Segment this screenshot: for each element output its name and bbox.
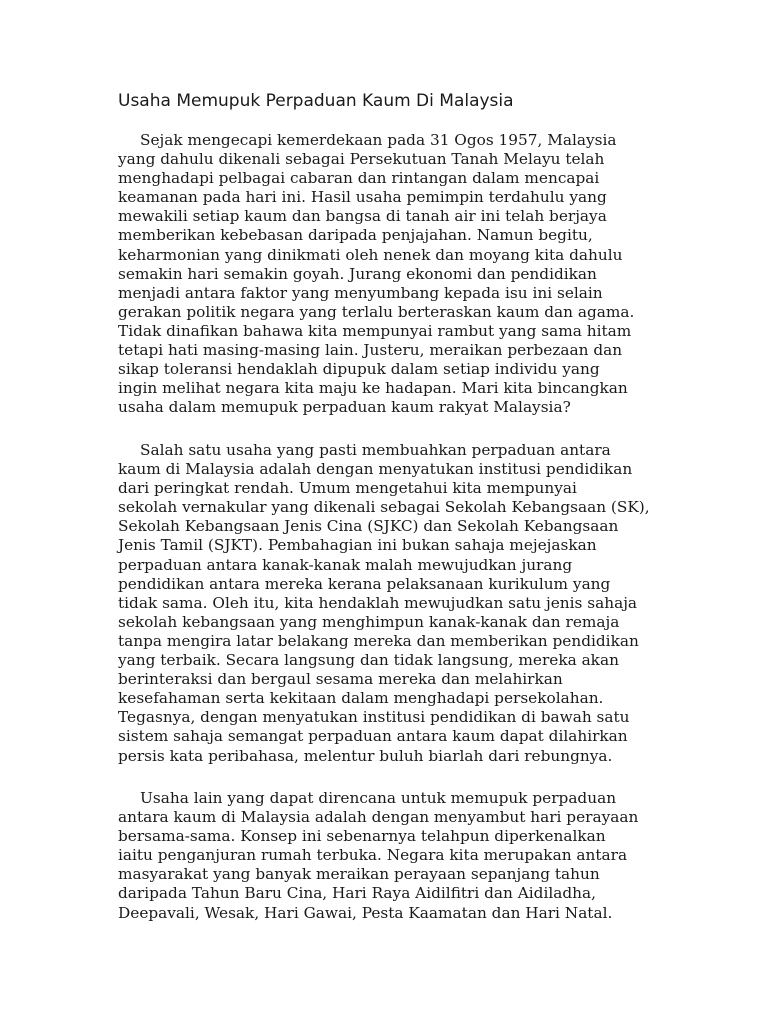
text-line: sistem sahaja semangat perpaduan antara kaum dapat dilahirkan (118, 727, 628, 746)
text-line: tidak sama. Oleh itu, kita hendaklah mewujudkan satu jenis sahaja (118, 593, 638, 612)
text-line: memberikan kebebasan daripada penjajahan. Namun begitu, (118, 226, 593, 245)
text-line: menjadi antara faktor yang menyumbang kepada isu ini selain (118, 283, 603, 302)
text-line: sikap toleransi hendaklah dipupuk dalam setiap individu yang (118, 360, 600, 379)
text-line: persis kata peribahasa, melentur buluh biarlah dari rebungnya. (118, 746, 613, 765)
text-line: berinteraksi dan bergaul sesama mereka dan melahirkan (118, 670, 563, 689)
text-line: iaitu penganjuran rumah terbuka. Negara kita merupakan antara (118, 846, 628, 865)
text-line: usaha dalam memupuk perpaduan kaum rakyat Malaysia? (118, 398, 571, 417)
paragraph-2 (118, 441, 650, 766)
text-line: Usaha lain yang dapat direncana untuk memupuk perpaduan (140, 789, 617, 807)
text-line: gerakan politik negara yang terlalu berteraskan kaum dan agama. (118, 302, 635, 321)
text-line: mewakili setiap kaum dan bangsa di tanah air ini telah berjaya (118, 207, 607, 226)
text-line: keamanan pada hari ini. Hasil usaha pemimpin terdahulu yang (118, 188, 607, 207)
text-line: Tegasnya, dengan menyatukan institusi pendidikan di bawah satu (118, 708, 630, 727)
text-line: semakin hari semakin goyah. Jurang ekonomi dan pendidikan (118, 264, 597, 283)
text-line: bersama-sama. Konsep ini sebenarnya telahpun diperkenalkan (118, 827, 606, 846)
text-line: sekolah vernakular yang dikenali sebagai Sekolah Kebangsaan (SK), (118, 498, 650, 517)
text-line: Jenis Tamil (SJKT). Pembahagian ini bukan sahaja mejejaskan (118, 536, 597, 555)
paragraph-3 (118, 789, 638, 923)
text-line: ingin melihat negara kita maju ke hadapan. Mari kita bincangkan (118, 379, 628, 398)
text-line: tetapi hati masing-masing lain. Justeru, meraikan perbezaan dan (118, 341, 623, 360)
text-line: Sejak mengecapi kemerdekaan pada 31 Ogos 1957, Malaysia (140, 131, 617, 149)
text-line: antara kaum di Malaysia adalah dengan menyambut hari perayaan (118, 808, 639, 827)
text-line: Salah satu usaha yang pasti membuahkan perpaduan antara (140, 441, 611, 459)
text-line: kesefahaman serta kekitaan dalam menghadapi persekolahan. (118, 689, 604, 708)
document-title: Usaha Memupuk Perpaduan Kaum Di Malaysia (118, 91, 514, 111)
text-line: tanpa mengira latar belakang mereka dan memberikan pendidikan (118, 631, 639, 650)
text-line: menghadapi pelbagai cabaran dan rintangan dalam mencapai (118, 169, 600, 188)
text-line: pendidikan antara mereka kerana pelaksanaan kurikulum yang (118, 574, 611, 593)
text-line: dari peringkat rendah. Umum mengetahui kita mempunyai (118, 479, 577, 498)
paragraph-1 (118, 131, 634, 417)
text-line: Tidak dinafikan bahawa kita mempunyai rambut yang sama hitam (118, 321, 632, 340)
text-line: masyarakat yang banyak meraikan perayaan sepanjang tahun (118, 865, 600, 884)
text-line: yang dahulu dikenali sebagai Persekutuan Tanah Melayu telah (118, 150, 605, 169)
text-line: sekolah kebangsaan yang menghimpun kanak-kanak dan remaja (118, 612, 620, 631)
text-line: keharmonian yang dinikmati oleh nenek dan moyang kita dahulu (118, 245, 623, 264)
text-line: Deepavali, Wesak, Hari Gawai, Pesta Kaamatan dan Hari Natal. (118, 903, 613, 922)
text-line: yang terbaik. Secara langsung dan tidak langsung, mereka akan (118, 651, 619, 670)
text-line: Sekolah Kebangsaan Jenis Cina (SJKC) dan Sekolah Kebangsaan (118, 517, 619, 536)
text-line: perpaduan antara kanak-kanak malah mewujudkan jurang (118, 555, 573, 574)
text-line: daripada Tahun Baru Cina, Hari Raya Aidilfitri dan Aidiladha, (118, 884, 596, 903)
text-line: kaum di Malaysia adalah dengan menyatukan institusi pendidikan (118, 460, 633, 479)
